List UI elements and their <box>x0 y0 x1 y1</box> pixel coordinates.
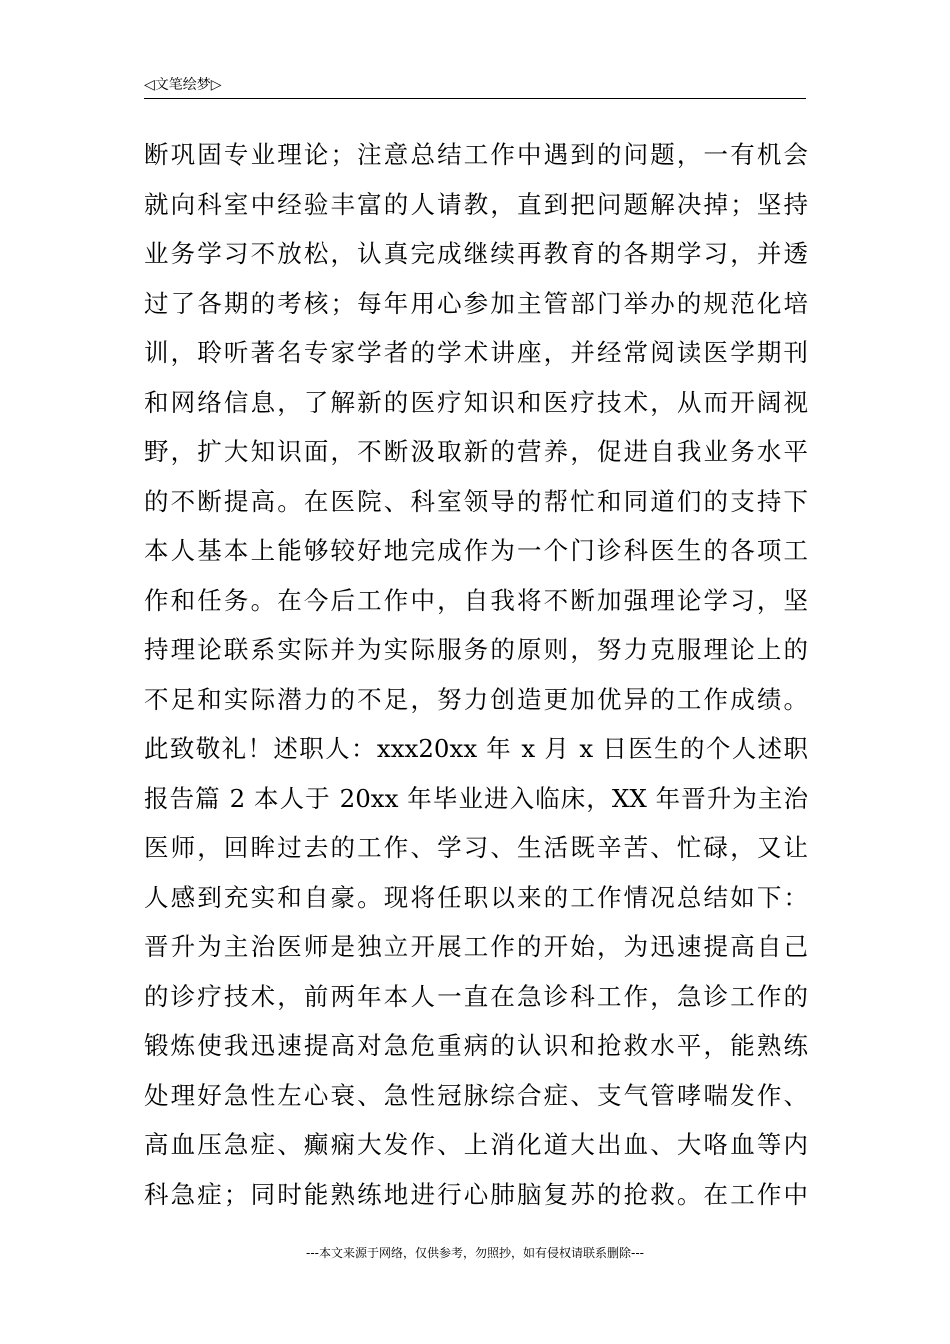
body-line: 的不断提高。在医院、科室领导的帮忙和同道们的支持下 <box>144 486 808 516</box>
body-line: 就向科室中经验丰富的人请教，直到把问题解决掉；坚持 <box>144 189 808 219</box>
body-line: 过了各期的考核；每年用心参加主管部门举办的规范化培 <box>144 288 808 318</box>
body-line: 高血压急症、癫痫大发作、上消化道大出血、大咯血等内 <box>144 1130 808 1159</box>
body-line: 训，聆听著名专家学者的学术讲座，并经常阅读医学期刊 <box>144 338 808 367</box>
body-line: 断巩固专业理论；注意总结工作中遇到的问题，一有机会 <box>144 140 808 169</box>
header-title: ◁文笔绘梦▷ <box>144 77 222 93</box>
body-line: 业务学习不放松，认真完成继续再教育的各期学习，并透 <box>144 239 808 268</box>
body-line: 医师，回眸过去的工作、学习、生活既辛苦、忙碌，又让 <box>144 833 808 862</box>
body-line: 的诊疗技术，前两年本人一直在急诊科工作，急诊工作的 <box>144 981 808 1011</box>
body-line: 此致敬礼！述职人：xxx20xx 年 x 月 x 日医生的个人述职 <box>144 734 808 763</box>
document-body <box>144 130 808 1219</box>
page-footer: ---本文来源于网络，仅供参考，勿照抄，如有侵权请联系删除--- <box>306 1246 644 1260</box>
body-line: 报告篇 2 本人于 20xx 年毕业进入临床，XX 年晋升为主治 <box>144 783 808 813</box>
body-line: 科急症；同时能熟练地进行心肺脑复苏的抢救。在工作中 <box>144 1179 808 1209</box>
body-line: 不足和实际潜力的不足，努力创造更加优异的工作成绩。 <box>144 684 808 714</box>
body-line: 作和任务。在今后工作中，自我将不断加强理论学习，坚 <box>144 585 808 615</box>
body-line: 本人基本上能够较好地完成作为一个门诊科医生的各项工 <box>144 536 808 565</box>
body-line: 晋升为主治医师是独立开展工作的开始，为迅速提高自己 <box>144 932 808 961</box>
page-header <box>144 74 806 99</box>
body-line: 野，扩大知识面，不断汲取新的营养，促进自我业务水平 <box>144 437 808 466</box>
body-line: 和网络信息，了解新的医疗知识和医疗技术，从而开阔视 <box>144 387 808 417</box>
body-line: 处理好急性左心衰、急性冠脉综合症、支气管哮喘发作、 <box>144 1080 808 1110</box>
body-line: 锻炼使我迅速提高对急危重病的认识和抢救水平，能熟练 <box>144 1031 808 1060</box>
body-line: 持理论联系实际并为实际服务的原则，努力克服理论上的 <box>144 635 808 664</box>
body-line: 人感到充实和自豪。现将任职以来的工作情况总结如下： <box>144 882 808 912</box>
